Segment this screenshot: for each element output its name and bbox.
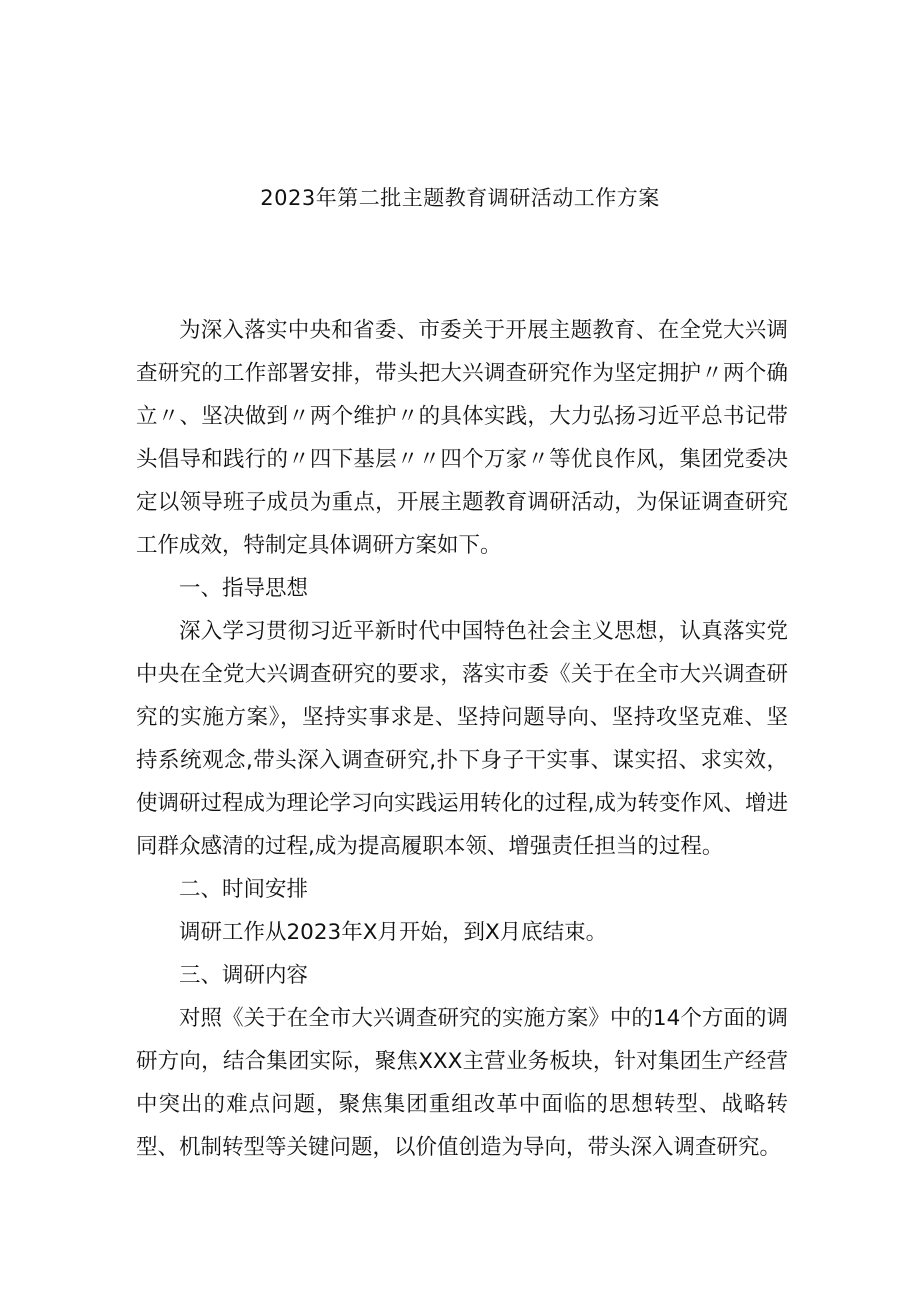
guiding-thought-paragraph: 深入学习贯彻习近平新时代中国特色社会主义思想，认真落实党中央在全党大兴调查研究的要求，落实市委《关于在全市大兴调查研究的实施方案》，坚持实事求是、坚持问题导向、坚持攻坚克难、坚持系统观念,带头深入调查研究,扑下身子干实事、谋实招、求实效，使调研过程成为理论学习向实践运用转化的过程,成为转变作风、增进同群众感清的过程,成为提高履职本领、增强责任担当的过程。 [136,619,788,859]
section-heading-guiding-thought: 一、指导思想 [179,576,309,601]
research-content-paragraph: 对照《关于在全市大兴调查研究的实施方案》中的14个方面的调研方向，结合集团实际，聚焦XXX主营业务板块，针对集团生产经营中突出的难点问题，聚焦集团重组改革中面临的思想转型、战略转型、机制转型等关键问题，以价值创造为导向，带头深入调查研究。 [136,1006,788,1160]
document-title: 2023年第二批主题教育调研活动工作方案 [260,186,660,210]
section-heading-schedule: 二、时间安排 [179,877,309,902]
schedule-paragraph: 调研工作从2023年X月开始，到X月底结束。 [179,920,608,945]
intro-paragraph: 为深入落实中央和省委、市委关于开展主题教育、在全党大兴调查研究的工作部署安排，带头把大兴调查研究作为坚定拥护〃两个确立〃、坚决做到〃两个维护〃的具体实践，大力弘扬习近平总书记带头倡导和践行的〃四下基层〃〃四个万家〃等优良作风，集团党委决定以领导班子成员为重点，开展主题教育调研活动，为保证调查研究工作成效，特制定具体调研方案如下。 [136,318,788,558]
document-body [136,309,788,1169]
section-heading-research-content: 三、调研内容 [179,963,309,988]
